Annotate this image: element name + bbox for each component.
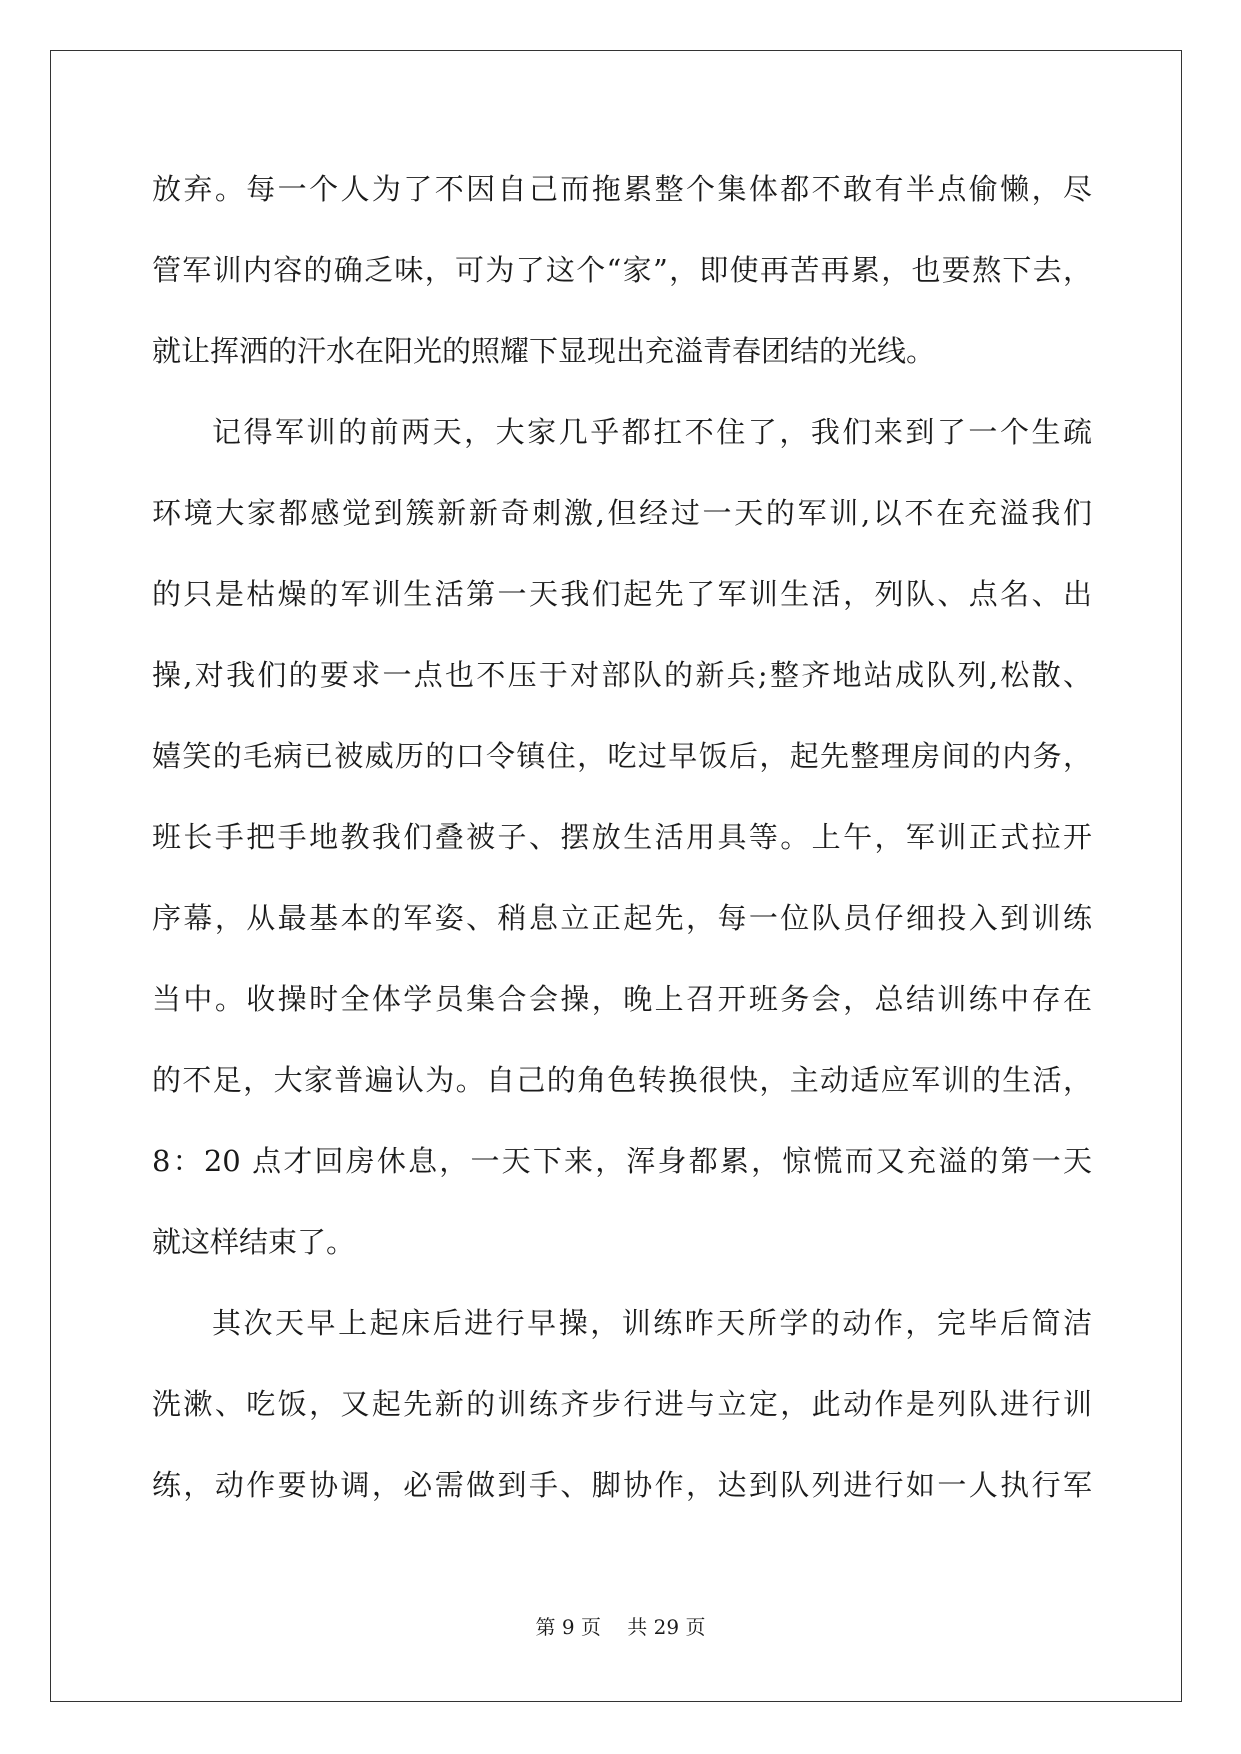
text-line: 洗漱、吃饭，又起先新的训练齐步行进与立定，此动作是列队进行训 [152,1387,1092,1421]
text-line: 嬉笑的毛病已被威历的口令镇住，吃过早饭后，起先整理房间的内务， [152,739,1092,773]
text-line: 的只是枯燥的军训生活第一天我们起先了军训生活，列队、点名、出 [152,577,1092,611]
text-line: 就这样结束了。 [152,1225,356,1259]
text-line: 班长手把手地教我们叠被子、摆放生活用具等。上午，军训正式拉开 [152,820,1092,854]
text-line: 8：20 点才回房休息，一天下来，浑身都累，惊慌而又充溢的第一天 [152,1144,1092,1178]
text-line: 就让挥洒的汗水在阳光的照耀下显现出充溢青春团结的光线。 [152,334,936,368]
text-line: 序幕，从最基本的军姿、稍息立正起先，每一位队员仔细投入到训练 [152,901,1092,935]
page-number-footer: 第 9 页 共 29 页 [535,1615,706,1639]
text-line: 操,对我们的要求一点也不压于对部队的新兵;整齐地站成队列,松散、 [152,658,1092,692]
text-line: 管军训内容的确乏味，可为了这个“家”，即使再苦再累，也要熬下去， [152,253,1092,287]
paragraph-first-line: 记得军训的前两天，大家几乎都扛不住了，我们来到了一个生疏 [212,415,1092,449]
text-line: 当中。收操时全体学员集合会操，晚上召开班务会，总结训练中存在 [152,982,1092,1016]
text-line: 的不足，大家普遍认为。自己的角色转换很快，主动适应军训的生活， [152,1063,1092,1097]
text-line: 环境大家都感觉到簇新新奇刺激,但经过一天的军训,以不在充溢我们 [152,496,1092,530]
text-line: 放弃。每一个人为了不因自己而拖累整个集体都不敢有半点偷懒，尽 [152,172,1092,206]
document-body [152,164,1092,1541]
text-line: 练，动作要协调，必需做到手、脚协作，达到队列进行如一人执行军 [152,1468,1092,1502]
paragraph-first-line: 其次天早上起床后进行早操，训练昨天所学的动作，完毕后简洁 [212,1306,1092,1340]
